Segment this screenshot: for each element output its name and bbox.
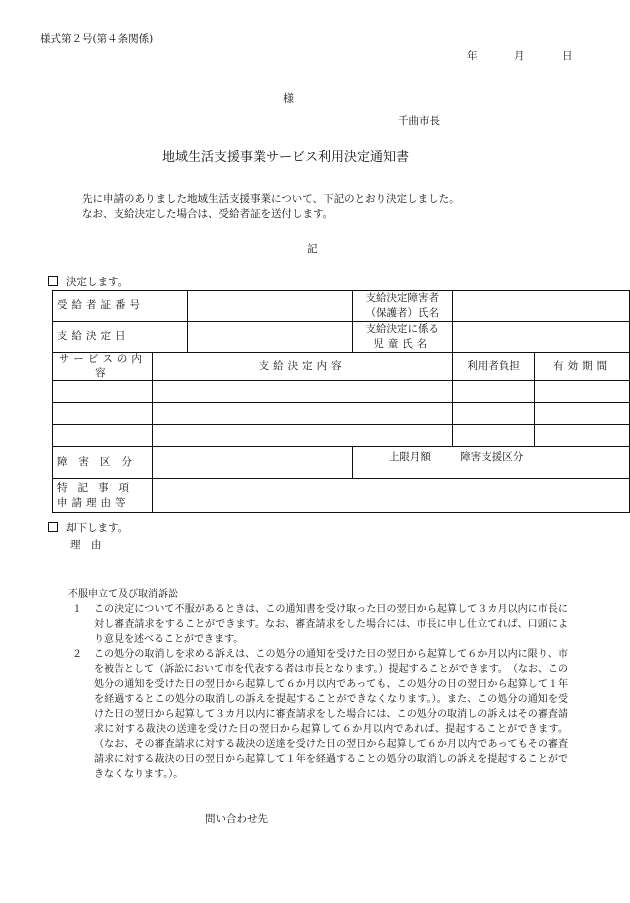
date-month: 月 [514, 50, 525, 62]
decided-option [48, 276, 128, 290]
rejected-label: 却下します。 [66, 522, 129, 534]
col-period-header: 有効期間 [535, 353, 630, 381]
upper-limit-label: 上限月額 [388, 451, 431, 464]
intro-line-2: なお、支給決定した場合は、受給者証を送付します。 [82, 208, 334, 220]
payment-date-label: 支給決定日 [53, 322, 188, 353]
form-label: 様式第２号(第４条関係) [40, 33, 154, 45]
notice-item [68, 602, 568, 647]
date-year: 年 [467, 50, 478, 62]
child-name-value[interactable] [452, 322, 629, 353]
recipient-no-label: 受給者証番号 [53, 291, 188, 322]
table-row [53, 425, 630, 447]
rejected-checkbox[interactable] [48, 522, 58, 532]
addressee-suffix: 様 [283, 92, 294, 105]
col-burden-header: 利用者負担 [452, 353, 535, 381]
col-service-header: サービスの内容 [53, 353, 153, 381]
decision-table [52, 290, 630, 513]
disability-class-value[interactable] [152, 447, 352, 479]
special-notes-label: 特記事項 申請理由等 [53, 479, 153, 513]
disabled-person-label: 支給決定障害者 （保護者）氏名 [352, 291, 452, 322]
issuer: 千曲市長 [398, 115, 440, 127]
child-name-label: 支給決定に係る 児童氏名 [352, 322, 452, 353]
contact-label: 問い合わせ先 [205, 813, 268, 825]
date-day: 日 [562, 50, 573, 62]
table-row [53, 403, 630, 425]
rejected-option [48, 522, 128, 536]
support-class-label: 障害支援区分 [460, 451, 524, 464]
notice-item-text: この処分の取消しを求める訴えは、この処分の通知を受けた日の翌日から起算して６か月以内に限り、市を被告として（訴訟において市を代表する者は市長となります。）提起することができます。 （なお、この処分の通知を受けた日の翌日から起算して６か月以内であっても、この処分の日の翌日から起算して１年を経過するとこの処分の取消しの訴えを提起することができなくなります。）。また、この処分の通知を受けた日の翌日から起算して３カ月以内に審査請求をした場合には、この処分の取消しの訴えはその審査請求に対する裁決の送達を受けた日の翌日から起算して６か月以内であれば、提起することができます。（なお、その審査請求に対する裁決の送達を受けた日の翌日から起算して６か月以内であってもその審査請求に対する裁決の日の翌日から起算して１年を経過することの処分の取消しの訴えを提起することができなくなります。）。 [94, 649, 568, 780]
decided-label: 決定します。 [66, 276, 129, 288]
special-notes-value[interactable] [152, 479, 629, 513]
notice-heading: 不服申立て及び取消訴訟 [68, 589, 178, 600]
ki-label: 記 [307, 243, 318, 255]
appeal-notice [68, 587, 568, 782]
notice-item-number: １ [72, 604, 82, 615]
limit-cell [352, 447, 629, 479]
notice-item-text: この決定について不服があるときは、この通知書を受け取った日の翌日から起算して３カ月以内に市長に対し審査請求をすることができます。なお、審査請求をした場合には、市長に申し仕立てれば、口頭により意見を述べることができます。 [94, 604, 568, 645]
col-decision-header: 支給決定内容 [152, 353, 452, 381]
disability-class-label: 障害区分 [53, 447, 153, 479]
decided-checkbox[interactable] [48, 276, 58, 286]
recipient-no-value[interactable] [187, 291, 352, 322]
notice-item-number: ２ [72, 649, 82, 660]
disabled-person-value[interactable] [452, 291, 629, 322]
reason-label: 理 由 [70, 539, 102, 551]
document-title: 地域生活支援事業サービス利用決定通知書 [162, 150, 410, 165]
notice-item [68, 647, 568, 782]
intro-line-1: 先に申請のありました地域生活支援事業について、下記のとおり決定しました。 [82, 193, 460, 205]
payment-date-value[interactable] [187, 322, 352, 353]
table-row [53, 381, 630, 403]
